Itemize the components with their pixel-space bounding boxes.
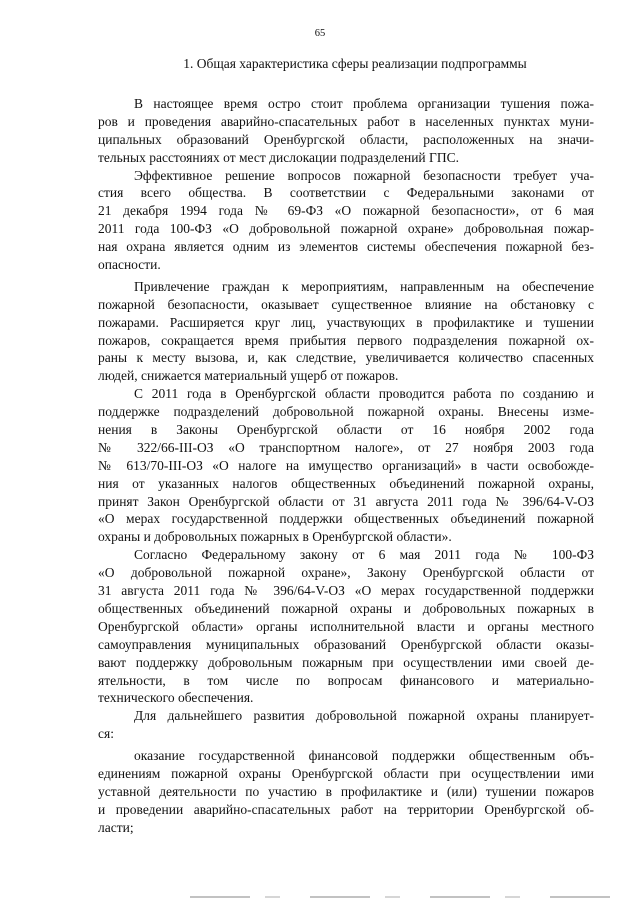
text-line: Для дальнейшего развития добровольной пожарной охраны планирует- — [134, 708, 594, 724]
text-line: тельных расстояниях от мест дислокации подразделений ГПС. — [98, 149, 459, 165]
text-line: № 613/70-III-ОЗ «О налоге на имущество организаций» в части освобожде- — [98, 457, 594, 473]
text-line: Привлечение граждан к мероприятиям, направленным на обеспечение — [134, 278, 594, 294]
text-line: Оренбургской области» органы исполнительной власти и органы местного — [98, 618, 594, 634]
text-line: и проведении аварийно-спасательных работ на территории Оренбургской об- — [98, 801, 594, 817]
text-line: охраны и добровольных пожарных в Оренбургской области». — [98, 529, 452, 545]
text-line: пожаров, сокращается время прибытия первого подразделения пожарной ох- — [98, 332, 594, 348]
text-line: «О добровольной пожарной охране», Закону Оренбургской области от — [98, 565, 594, 581]
text-line: людей, снижается материальный ущерб от пожаров. — [98, 368, 399, 384]
text-line: В настоящее время остро стоит проблема организации тушения пожа- — [134, 96, 594, 111]
text-line: ров и проведения аварийно-спасательных работ в населенных пунктах муни- — [98, 113, 594, 129]
text-line: ния от указанных налогов общественных объединений пожарной охраны, — [98, 475, 594, 491]
text-line: ципальных образований Оренбургской области, расположенных на значи- — [98, 131, 594, 147]
text-line: 31 августа 2011 года № 396/64-V-ОЗ «О мерах государственной поддержки — [98, 583, 594, 599]
text-line: поддержке подразделений добровольной пожарной охраны. Внесены изме- — [98, 404, 594, 420]
text-line: ласти; — [98, 819, 134, 835]
text-line: Эффективное решение вопросов пожарной безопасности требует уча- — [134, 167, 594, 183]
text-line: 2011 года 100-ФЗ «О добровольной пожарной охране» добровольная пожар- — [98, 221, 594, 237]
text-line: С 2011 года в Оренбургской области проводится работа по созданию и — [134, 386, 594, 402]
text-line: 21 декабря 1994 года № 69-ФЗ «О пожарной безопасности», от 6 мая — [98, 203, 594, 219]
text-line: стия всего общества. В соответствии с Федеральными законами от — [98, 185, 594, 201]
text-line: № 322/66-III-ОЗ «О транспортном налоге», от 27 ноября 2003 года — [98, 439, 594, 455]
paragraph-laws — [98, 167, 594, 274]
paragraph-according — [98, 546, 594, 707]
text-line: уставной деятельности по участию в профилактике и (или) тушении пожаров — [98, 783, 594, 799]
text-line: общественных объединений пожарной охраны и добровольных пожарных в — [98, 600, 594, 616]
page-number: 65 — [314, 28, 326, 39]
text-line: Согласно Федеральному закону от 6 мая 2011 года № 100-ФЗ — [134, 547, 594, 563]
text-line: единениям пожарной охраны Оренбургской области при осуществлении ими — [98, 765, 594, 781]
text-line: технического обеспечения. — [98, 690, 254, 706]
text-line: вают поддержку добровольным пожарным при осуществлении ими своей де- — [98, 654, 594, 670]
text-line: пожарной безопасности, оказывает существенное влияние на обстановку с — [98, 296, 594, 312]
text-line: «О мерах государственной поддержки общественных объединений пожарной — [98, 511, 594, 527]
text-line: ятельности, в том числе по вопросам финансового и материально- — [98, 672, 594, 688]
text-line: ся: — [98, 726, 114, 742]
paragraph-since-2011 — [98, 385, 594, 546]
text-line: раны к месту вызова, и, как следствие, увеличивается количество спасенных — [98, 350, 594, 366]
document-body — [98, 95, 594, 837]
paragraph-planned — [98, 707, 594, 743]
text-line: опасности. — [98, 257, 161, 273]
paragraph-intro — [98, 95, 594, 167]
paragraph-citizens — [98, 278, 594, 385]
text-line: оказание государственной финансовой поддержки общественным объ- — [134, 748, 594, 764]
text-line: самоуправления муниципальных образований Оренбургской области оказы- — [98, 636, 594, 652]
text-line: нения в Законы Оренбургской области от 16 ноября 2002 года — [98, 422, 594, 438]
scan-footer-artifact — [190, 896, 610, 898]
text-line: пожарами. Расширяется круг лиц, участвующих в профилактике и тушении — [98, 314, 594, 330]
paragraph-support-item — [98, 747, 594, 836]
text-line: ная охрана является одним из элементов системы обеспечения пожарной без- — [98, 239, 594, 255]
section-heading: 1. Общая характеристика сферы реализации подпрограммы — [183, 56, 527, 71]
text-line: принят Закон Оренбургской области от 31 августа 2011 года № 396/64-V-ОЗ — [98, 493, 594, 509]
